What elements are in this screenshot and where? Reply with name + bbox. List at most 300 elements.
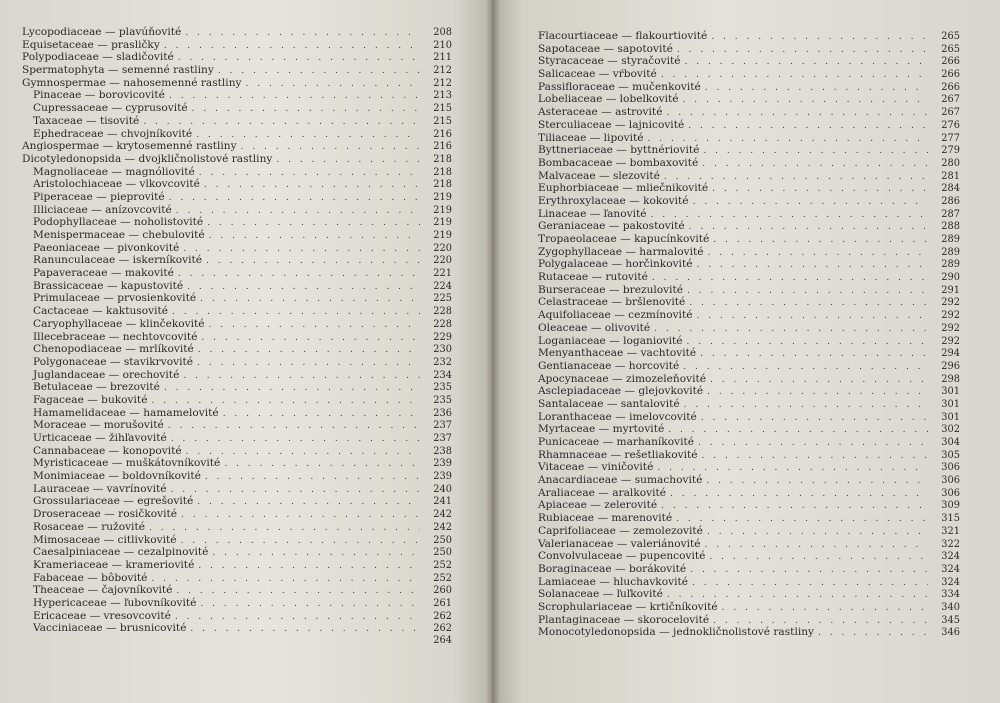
toc-entry-title: Ranunculaceae — iskerníkovité [33, 254, 203, 267]
toc-entry [0, 89, 452, 102]
dot-leader [702, 450, 928, 463]
toc-entry [538, 614, 960, 627]
toc-entry [538, 576, 960, 589]
dot-leader [687, 336, 928, 349]
dot-leader [698, 437, 928, 450]
toc-entry [538, 93, 960, 106]
toc-page-number: 304 [941, 437, 960, 448]
dot-leader [181, 535, 420, 548]
toc-page-number: 228 [433, 318, 452, 330]
toc-entry-title: Fabaceae — bôbovité [33, 571, 148, 584]
toc-page-number: 306 [941, 462, 960, 474]
toc-entry-title: Solanaceae — ľuľkovité [538, 588, 663, 601]
toc-page-number: 225 [433, 293, 452, 305]
dot-leader [702, 158, 928, 171]
toc-entry [538, 309, 960, 322]
dot-leader [683, 94, 928, 107]
toc-page-number: 264 [433, 635, 452, 646]
dot-leader [197, 496, 420, 509]
toc-entry-title: Anacardiaceae — sumachovité [538, 474, 703, 487]
toc-entry-title: Sterculiaceae — lajnicovité [538, 118, 685, 131]
toc-page-number: 211 [433, 52, 452, 64]
toc-entry [0, 64, 452, 77]
toc-page-number: 216 [433, 141, 452, 153]
dot-leader [199, 167, 420, 180]
toc-entry-title: Styracaceae — styračovité [538, 55, 681, 68]
toc-page-number: 322 [941, 538, 960, 550]
toc-entry [538, 373, 960, 386]
dot-leader [661, 69, 928, 82]
dot-leader [690, 564, 928, 577]
dot-leader [171, 433, 420, 446]
dot-leader [200, 293, 420, 306]
dot-leader [670, 488, 928, 501]
toc-page-number: 219 [433, 230, 452, 241]
toc-entry [538, 106, 960, 119]
toc-entry-title: Cupressaceae — cyprusovité [33, 102, 188, 115]
dot-leader [707, 386, 928, 399]
toc-entry [538, 322, 960, 335]
dot-leader [198, 560, 420, 573]
toc-page-number: 266 [941, 69, 960, 81]
dot-leader [705, 539, 928, 552]
toc-entry [538, 347, 960, 360]
toc-page-number: 252 [433, 559, 452, 571]
toc-page-number: 218 [433, 166, 452, 178]
toc-entry-title: Flacourtiaceae — flakourtiovité [538, 30, 708, 42]
toc-entry [538, 220, 960, 233]
toc-entry-title: Tiliaceae — lipovité [538, 131, 644, 144]
toc-entry [538, 233, 960, 246]
toc-entry [0, 216, 452, 229]
toc-page-number: 306 [941, 487, 960, 499]
toc-page-number: 237 [433, 420, 452, 432]
toc-page-number: 219 [433, 217, 452, 229]
toc-page-number: 228 [433, 306, 452, 318]
toc-entry [0, 495, 452, 508]
toc-entry-title: Monimiaceae — boldovníkovité [33, 470, 201, 483]
toc-page-number: 237 [433, 433, 452, 444]
book-gutter [486, 0, 500, 703]
toc-entry [0, 622, 452, 635]
toc-entry [538, 55, 960, 68]
toc-entry-title: Passifloraceae — mučenkovité [538, 80, 701, 93]
toc-entry-title: Celastraceae — bršlenovité [538, 296, 686, 309]
toc-page-number: 234 [433, 369, 452, 381]
toc-page-number: 212 [433, 65, 452, 77]
toc-entry-title: Polypodiaceae — sladičovité [22, 51, 174, 64]
toc-entry-title: Polygonaceae — stavikrvovité [33, 355, 193, 368]
dot-leader [218, 65, 420, 78]
toc-entry-title: Malvaceae — slezovité [538, 169, 660, 182]
toc-entry-title: Chenopodiaceae — mrlíkovité [33, 343, 194, 356]
toc-page-number: 261 [433, 597, 452, 609]
toc-entry-title: Sapotaceae — sapotovité [538, 42, 673, 55]
toc-entry [538, 246, 960, 259]
dot-leader [164, 382, 420, 395]
toc-entry [0, 191, 452, 204]
toc-entry-title: Droseraceae — rosičkovité [33, 508, 178, 521]
dot-leader [176, 205, 420, 218]
toc-page-number: 262 [433, 623, 452, 635]
toc-entry-title: Caryophyllaceae — klinčekovité [33, 317, 205, 330]
toc-entry-title: Vacciniaceae — brusnicovité [33, 622, 187, 635]
toc-page-number: 290 [941, 272, 960, 284]
toc-entry [538, 461, 960, 474]
dot-leader [246, 78, 420, 91]
toc-entry [0, 153, 452, 166]
toc-entry [0, 331, 452, 344]
toc-entry [0, 356, 452, 369]
toc-entry-title: Magnoliaceae — magnóliovité [33, 165, 195, 178]
toc-page-number: 215 [433, 115, 452, 127]
toc-entry [0, 140, 452, 153]
dot-leader [701, 412, 928, 425]
toc-page-number: 224 [433, 280, 452, 292]
toc-entry-title: Polygalaceae — horčinkovité [538, 258, 693, 271]
dot-leader [684, 399, 928, 412]
dot-leader [201, 332, 420, 345]
toc-page-number: 239 [433, 471, 452, 483]
toc-page-number: 284 [941, 183, 960, 195]
toc-page-number: 292 [941, 322, 960, 334]
toc-page-number: 324 [941, 563, 960, 575]
toc-entry-title: Juglandaceae — orechovité [33, 368, 180, 381]
toc-entry [0, 546, 452, 559]
toc-entry [538, 195, 960, 208]
toc-entry [538, 284, 960, 297]
dot-leader [689, 297, 928, 310]
toc-entry-title: Araliaceae — aralkovité [538, 486, 667, 499]
toc-page-number: 280 [941, 157, 960, 169]
dot-leader [692, 577, 928, 590]
right-toc-list [538, 30, 960, 639]
dot-leader [713, 234, 928, 247]
dot-leader [209, 319, 420, 332]
dot-leader [705, 82, 928, 95]
toc-entry-title: Byttneriaceae — byttnériovité [538, 144, 700, 157]
dot-leader [151, 573, 420, 586]
toc-entry-title: Equisetaceae — prasličky [22, 38, 160, 51]
toc-entry-title: Gentianaceae — horcovité [538, 359, 680, 372]
left-page [0, 0, 492, 703]
toc-entry [538, 182, 960, 195]
left-toc-list [0, 26, 452, 648]
toc-entry-title: Brassicaceae — kapustovité [33, 279, 184, 292]
toc-page-number: 301 [941, 398, 960, 410]
toc-page-number: 289 [941, 234, 960, 245]
toc-entry-title: Convolvulaceae — pupencovité [538, 550, 706, 563]
toc-entry [0, 508, 452, 521]
toc-entry-title: Aquifoliaceae — cezmínovité [538, 309, 693, 322]
toc-entry [0, 115, 452, 128]
toc-entry-title: Piperaceae — pieprovité [33, 190, 165, 203]
toc-entry [0, 432, 452, 445]
toc-entry-title: Papaveraceae — makovité [33, 267, 174, 280]
toc-page-number: 279 [941, 145, 960, 157]
toc-entry [0, 178, 452, 191]
toc-entry-title: Punicaceae — marhaníkovité [538, 436, 694, 448]
dot-leader [164, 40, 420, 53]
toc-page-number: 208 [433, 27, 452, 38]
toc-entry-title: Aristolochiaceae — vlkovcovité [33, 178, 200, 191]
toc-page-number: 292 [941, 335, 960, 347]
toc-page-number: 301 [941, 411, 960, 423]
toc-entry [0, 242, 452, 255]
toc-entry [0, 305, 452, 318]
toc-entry [538, 411, 960, 424]
toc-page-number: 220 [433, 255, 452, 267]
dot-leader [178, 268, 420, 281]
toc-entry-title: Pinaceae — borovicovité [33, 89, 165, 102]
toc-entry [538, 588, 960, 601]
toc-page-number: 302 [941, 424, 960, 436]
toc-entry-title: Lauraceae — vavrínovité [33, 482, 167, 495]
toc-page-number: 292 [941, 297, 960, 309]
toc-entry-title: Rhamnaceae — rešetliakovité [538, 448, 698, 461]
dot-leader [703, 145, 928, 158]
toc-page-number: 242 [433, 521, 452, 533]
toc-entry-title: Rubiaceae — marenovité [538, 512, 673, 525]
toc-page-number: 250 [433, 547, 452, 559]
dot-leader [207, 217, 420, 230]
toc-page-number: 215 [433, 103, 452, 115]
toc-page-number: 232 [433, 356, 452, 368]
toc-page-number: 267 [941, 107, 960, 119]
dot-leader [192, 103, 420, 116]
toc-entry-title: Betulaceae — brezovité [33, 381, 160, 394]
toc-entry [538, 360, 960, 373]
toc-page-number: 265 [941, 31, 960, 42]
toc-entry [538, 271, 960, 284]
toc-entry [0, 381, 452, 394]
toc-page-number: 289 [941, 246, 960, 258]
toc-entry [0, 470, 452, 483]
toc-page-number: 346 [941, 627, 960, 639]
toc-entry [538, 474, 960, 487]
dot-leader [204, 179, 420, 192]
toc-page-number: 240 [433, 483, 452, 495]
toc-entry-title: Illiciaceae — anízovcovité [33, 203, 172, 216]
toc-entry [538, 423, 960, 436]
toc-entry [0, 292, 452, 305]
toc-entry [538, 132, 960, 145]
toc-page-number: 221 [433, 268, 452, 280]
toc-entry [0, 77, 452, 90]
toc-entry-title: Lycopodiaceae — plavúňovité [22, 26, 182, 38]
dot-leader [696, 310, 928, 323]
toc-entry-title: Menyanthaceae — vachtovité [538, 347, 697, 360]
dot-leader [677, 44, 928, 57]
dot-leader [707, 526, 928, 539]
dot-leader [149, 522, 420, 535]
dot-leader [722, 602, 928, 615]
dot-leader [683, 361, 928, 374]
toc-entry [538, 43, 960, 56]
toc-page-number: 294 [941, 348, 960, 360]
dot-leader [169, 90, 420, 103]
toc-page-number: 288 [941, 221, 960, 233]
toc-entry-title: Scrophulariaceae — krtičníkovité [538, 600, 718, 613]
toc-entry-title: Moraceae — morušovité [33, 419, 164, 432]
toc-page-number: 286 [941, 195, 960, 207]
dot-leader [198, 344, 420, 357]
toc-entry-title: Santalaceae — santalovité [538, 397, 680, 410]
toc-entry [0, 483, 452, 496]
dot-leader [650, 209, 928, 222]
toc-entry [0, 128, 452, 141]
toc-page-number: 281 [941, 170, 960, 182]
toc-page-number: 260 [433, 585, 452, 597]
toc-entry [0, 204, 452, 217]
dot-leader [666, 107, 928, 120]
dot-leader [706, 475, 928, 488]
toc-page-number: 296 [941, 360, 960, 372]
toc-entry [538, 385, 960, 398]
toc-entry-title: Hamamelidaceae — hamamelovité [33, 406, 219, 419]
toc-entry-title: Geraniaceae — pakostovité [538, 220, 685, 233]
toc-entry [538, 119, 960, 132]
toc-entry-title: Taxaceae — tisovité [33, 114, 140, 127]
toc-page-number: 315 [941, 513, 960, 525]
toc-page-number: 252 [433, 572, 452, 584]
dot-leader [223, 408, 420, 421]
toc-entry [0, 267, 452, 280]
toc-entry [538, 436, 960, 449]
dot-leader [708, 247, 928, 260]
toc-entry-title: Lamiaceae — hluchavkovité [538, 575, 689, 588]
toc-entry-title: Linaceae — ľanovité [538, 207, 647, 220]
toc-entry [0, 39, 452, 52]
toc-entry-title: Hypericaceae — ľubovníkovité [33, 596, 197, 609]
toc-entry [0, 166, 452, 179]
toc-entry [538, 81, 960, 94]
toc-page-number: 219 [433, 191, 452, 203]
toc-entry [538, 626, 960, 639]
toc-entry-title: Zygophyllaceae — harmalovité [538, 245, 704, 258]
toc-entry [0, 521, 452, 534]
toc-page-number: 230 [433, 344, 452, 356]
toc-entry [538, 601, 960, 614]
toc-entry [0, 559, 452, 572]
dot-leader [712, 183, 928, 196]
dot-leader [652, 272, 928, 285]
dot-leader [187, 281, 420, 294]
toc-entry [0, 229, 452, 242]
toc-entry-title: Fagaceae — bukovité [33, 393, 148, 406]
toc-page-number: 212 [433, 77, 452, 89]
dot-leader [709, 551, 928, 564]
toc-entry-title: Ephedraceae — chvojníkovité [33, 127, 193, 140]
toc-entry [0, 534, 452, 547]
toc-page-number: 229 [433, 331, 452, 343]
toc-page-number: 298 [941, 373, 960, 385]
toc-entry-title: Podophyllaceae — noholistovité [33, 216, 204, 229]
toc-entry-title: Primulaceae — prvosienkovité [33, 292, 197, 305]
toc-page-number: 218 [433, 179, 452, 191]
toc-page-number: 305 [941, 449, 960, 461]
toc-page-number: 287 [941, 208, 960, 220]
toc-entry [538, 538, 960, 551]
dot-leader [181, 509, 420, 522]
toc-entry [0, 635, 452, 648]
toc-entry-title: Bombacaceae — bombaxovité [538, 156, 699, 169]
toc-entry-title: Theaceae — čajovníkovité [33, 584, 173, 597]
dot-leader [276, 154, 420, 167]
toc-entry [0, 394, 452, 407]
toc-page-number: 213 [433, 90, 452, 102]
toc-entry [538, 30, 960, 43]
toc-entry [538, 335, 960, 348]
dot-leader [711, 31, 928, 44]
dot-leader [710, 374, 928, 387]
toc-entry [538, 296, 960, 309]
toc-entry [0, 343, 452, 356]
toc-entry [0, 369, 452, 382]
toc-entry-title: Caesalpiniaceae — cezalpinovité [33, 546, 209, 559]
toc-page-number: 309 [941, 500, 960, 512]
toc-entry [538, 525, 960, 538]
toc-entry-title: Dicotyledonopsida — dvojkličnolistové rastliny [22, 152, 273, 165]
toc-entry [538, 68, 960, 81]
dot-leader [689, 221, 928, 234]
dot-leader [169, 192, 420, 205]
toc-entry-title: Rosaceae — ružovité [33, 520, 145, 533]
toc-entry-title: Cannabaceae — konopovité [33, 444, 182, 457]
toc-entry [0, 445, 452, 458]
dot-leader [190, 623, 420, 636]
toc-entry-title: Salicaceae — vŕbovité [538, 68, 657, 81]
toc-entry-title: Angiospermae — krytosemenné rastliny [22, 140, 237, 153]
right-page [492, 0, 1000, 703]
toc-entry-title: Valerianaceae — valeriánovité [538, 537, 701, 550]
toc-entry [0, 26, 452, 39]
dot-leader [693, 196, 928, 209]
toc-entry [0, 51, 452, 64]
toc-entry-title: Loganiaceae — loganiovité [538, 334, 683, 347]
toc-page-number: 236 [433, 407, 452, 419]
toc-entry-title: Cactaceae — kaktusovité [33, 305, 168, 318]
dot-leader [200, 598, 420, 611]
toc-entry-title: Oleaceae — olivovité [538, 321, 651, 334]
dot-leader [178, 52, 420, 65]
toc-entry-title: Boraginaceae — borákovité [538, 562, 687, 575]
toc-entry-title: Plantaginaceae — skorocelovité [538, 613, 710, 626]
toc-entry [538, 170, 960, 183]
toc-entry [0, 419, 452, 432]
toc-page-number: 276 [941, 119, 960, 131]
toc-page-number: 266 [941, 56, 960, 68]
toc-entry [538, 487, 960, 500]
toc-entry [0, 318, 452, 331]
toc-page-number: 216 [433, 128, 452, 140]
dot-leader [209, 230, 420, 243]
toc-entry [538, 144, 960, 157]
toc-entry-title: Caprifoliaceae — zemolezovité [538, 524, 703, 537]
toc-page-number: 266 [941, 81, 960, 93]
dot-leader [676, 513, 928, 526]
toc-entry-title: Apocynaceae — zimozeleňovité [538, 372, 706, 385]
toc-entry-title: Grossulariaceae — egrešovité [33, 495, 194, 508]
toc-page-number: 250 [433, 534, 452, 546]
dot-leader [685, 56, 928, 69]
toc-entry-title: Spermatophyta — semenné rastliny [22, 64, 214, 77]
toc-entry [538, 258, 960, 271]
dot-leader [172, 306, 420, 319]
toc-entry-title: Gymnospermae — nahosemenné rastliny [22, 76, 242, 89]
toc-page-number: 267 [941, 94, 960, 106]
toc-entry-title: Loranthaceae — imelovcovité [538, 410, 697, 423]
